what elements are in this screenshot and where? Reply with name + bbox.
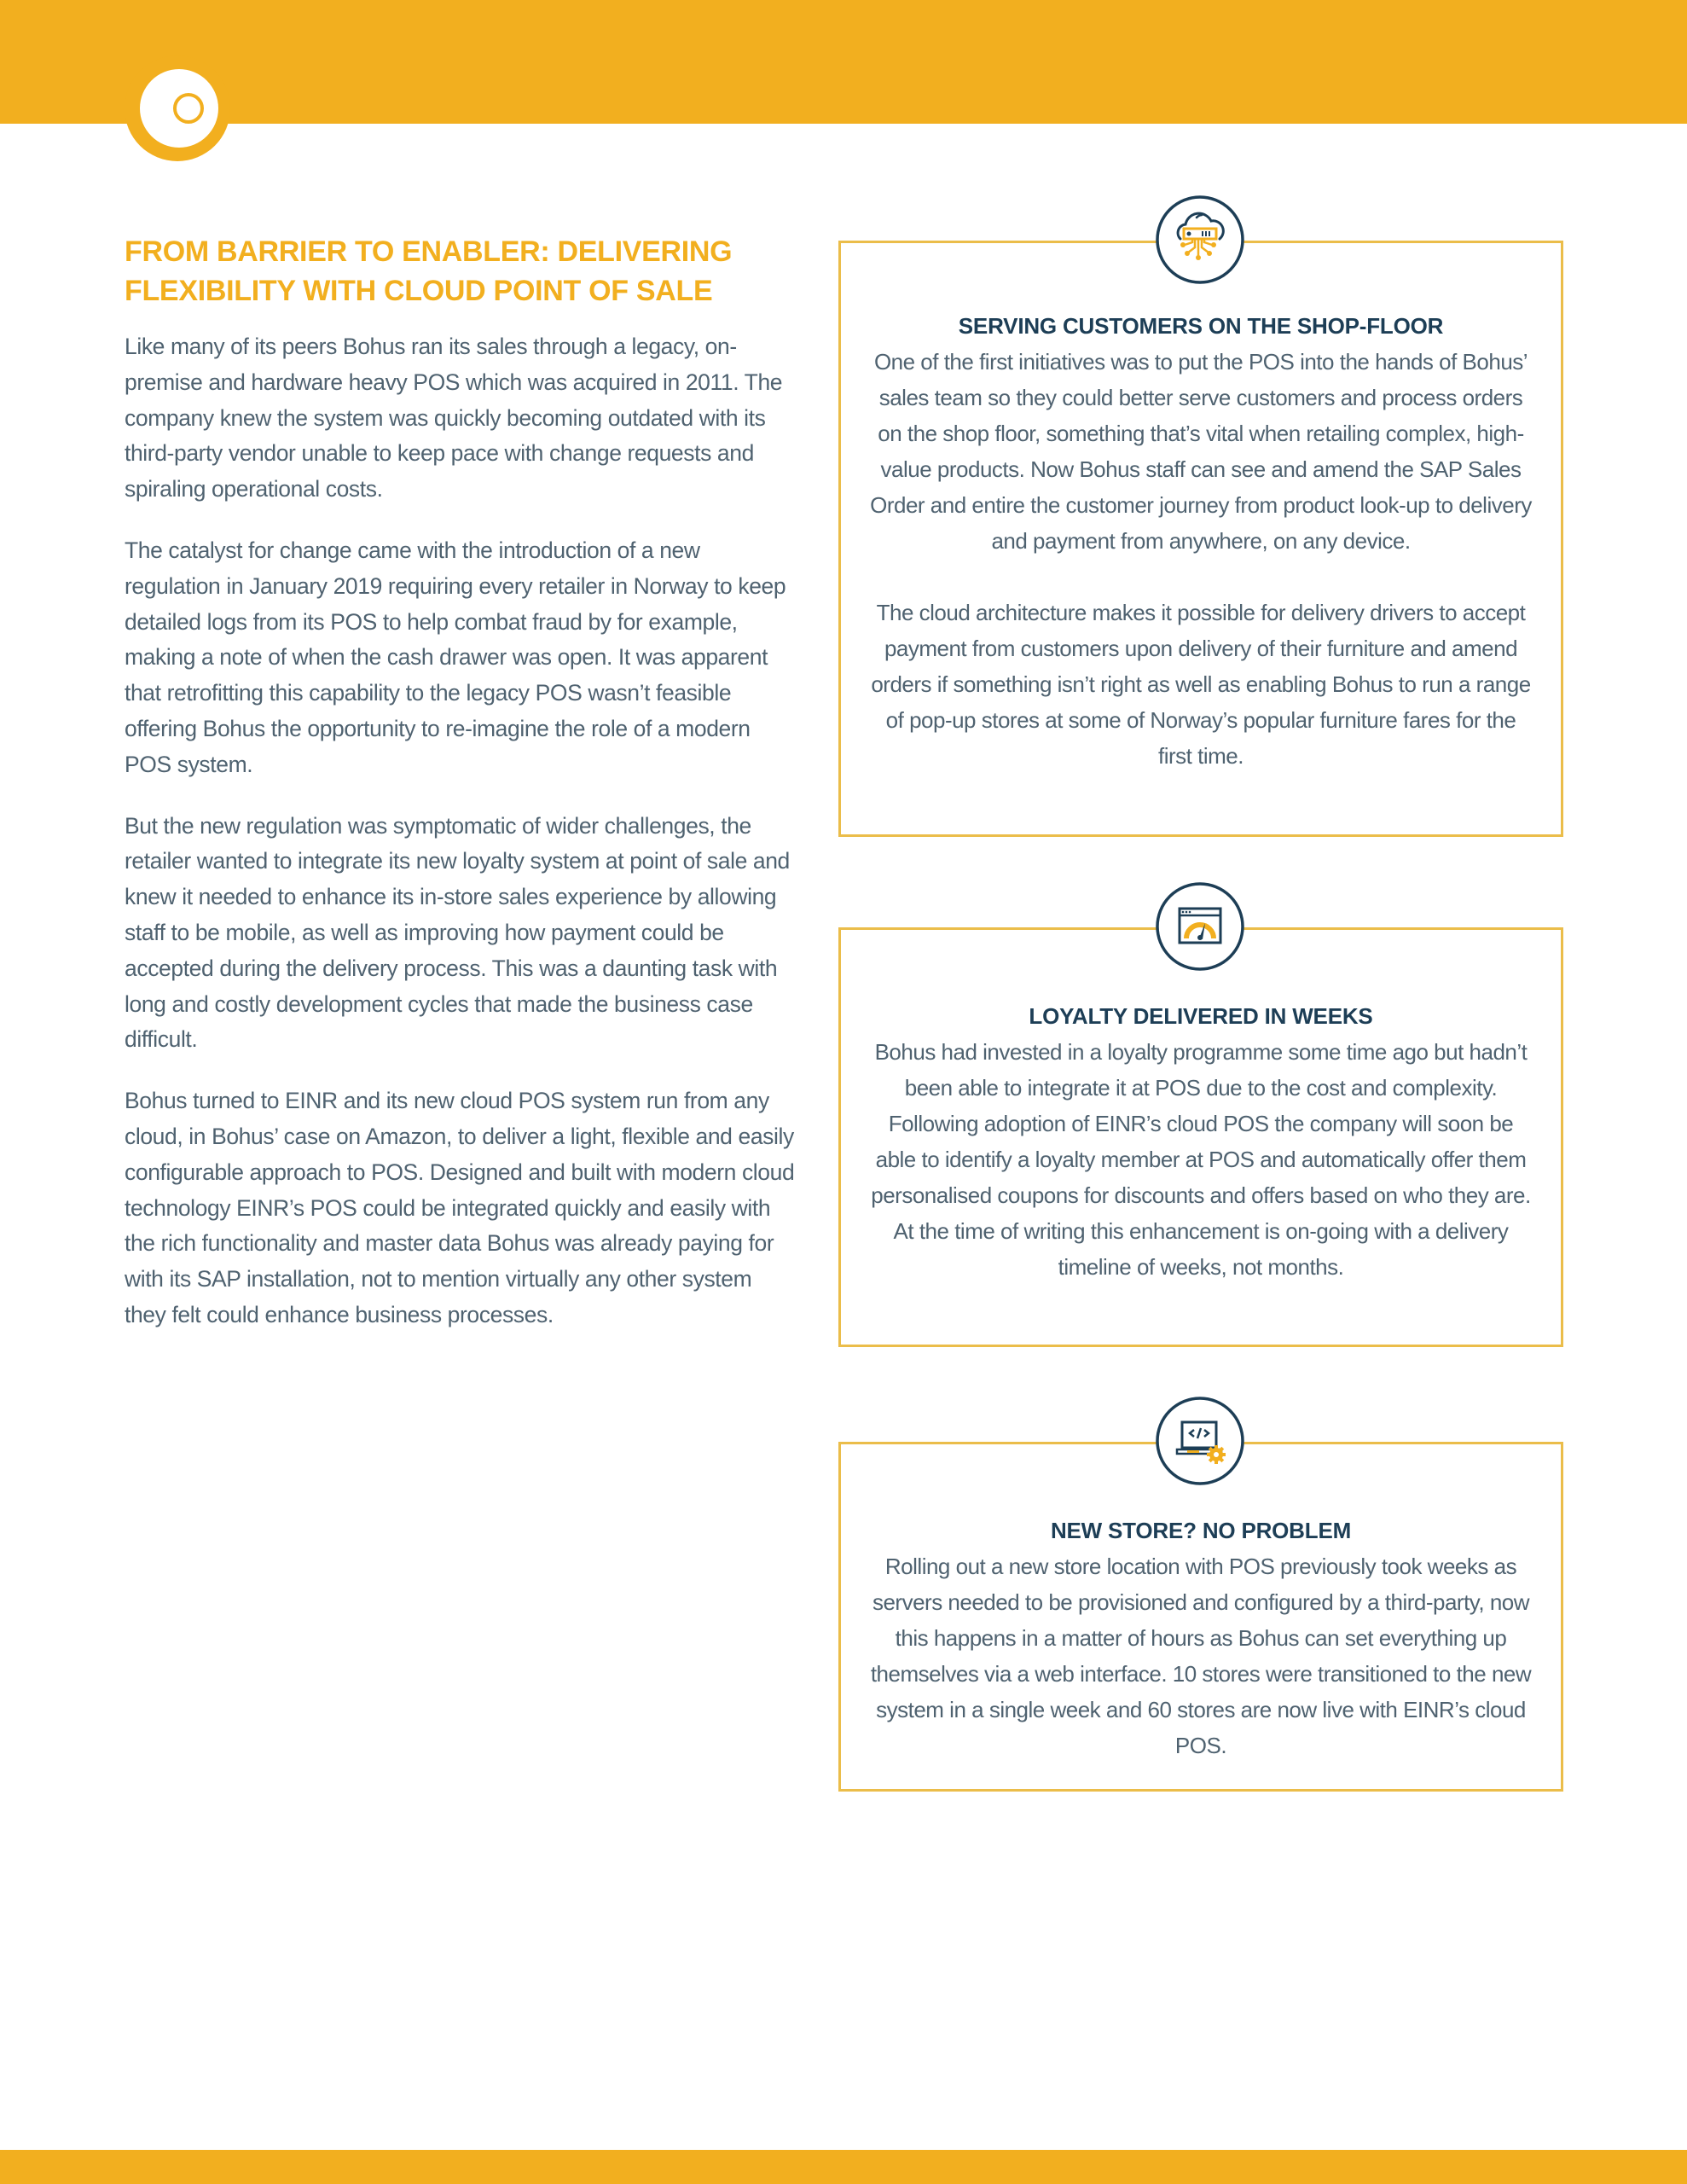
laptop-code-gear-icon (1155, 1396, 1245, 1486)
feature-box-new-store (838, 1442, 1563, 1792)
article-title-line-2: FLEXIBILITY WITH CLOUD POINT OF SALE (125, 275, 713, 307)
speedometer-window-icon (1155, 881, 1245, 972)
feature-box-title: SERVING CUSTOMERS ON THE SHOP-FLOOR (958, 313, 1444, 339)
article-paragraph: The catalyst for change came with the introduction of a new regulation in January 2019 requiring every retailer in Norway to keep detailed logs from its POS to help combat fraud by for example, making a note of when the cash drawer was open. It was apparent that retrofitting this capability to the legacy POS wasn’t feasible offering Bohus the opportunity to re-imagine the role of a modern POS system. (125, 537, 786, 777)
feature-box-loyalty (838, 927, 1563, 1347)
header-band (0, 0, 1687, 124)
article-column (125, 232, 798, 1359)
article-paragraph: But the new regulation was symptomatic of wider challenges, the retailer wanted to integrate its new loyalty system at point of sale and knew it needed to enhance its in-store sales experience by allowing staff to be mobile, as well as improving how payment could be accepted during the delivery process. This was a daunting task with long and costly development cycles that made the business case difficult. (125, 812, 790, 1053)
feature-box-paragraph: The cloud architecture makes it possible for delivery drivers to accept payment from customers upon delivery of their furniture and amend orders if something isn’t right as well as enabling Bohus to run a range of pop-up stores at some of Norway’s popular furniture fares for the first time. (871, 600, 1531, 769)
feature-box-title: LOYALTY DELIVERED IN WEEKS (1029, 1003, 1373, 1029)
feature-box-paragraph: Rolling out a new store location with POS previously took weeks as servers needed to be provisioned and configured by a third-party, now this happens in a matter of hours as Bohus can set everything up themselves via a web interface. 10 stores were transitioned to the new system in a single week and 60 stores are now live with EINR’s cloud POS. (870, 1554, 1532, 1758)
article-paragraph: Bohus turned to EINR and its new cloud POS system run from any cloud, in Bohus’ case on Amazon, to deliver a light, flexible and easily configurable approach to POS. Designed and built with modern cloud technology EINR’s POS could be integrated quickly and easily with the rich functionality and master data Bohus was already paying for with its SAP installation, not to mention virtually any other system they felt could enhance business processes. (125, 1088, 795, 1327)
footer-band (0, 2150, 1687, 2184)
feature-box-shop-floor (838, 241, 1563, 837)
feature-box-paragraph: Bohus had invested in a loyalty programme some time ago but hadn’t been able to integrate it at POS due to the cost and complexity. Following adoption of EINR’s cloud POS the company will soon be able to identify a loyalty member at POS and automatically offer them personalised coupons for discounts and offers based on who they are. At the time of writing this enhancement is on-going with a delivery timeline of weeks, not months. (871, 1039, 1531, 1280)
ring-logo-icon (125, 55, 230, 161)
cloud-server-icon (1155, 195, 1245, 285)
feature-box-paragraph: One of the first initiatives was to put the POS into the hands of Bohus’ sales team so they could better serve customers and process orders on the shop floor, something that’s vital when retailing complex, high-value products. Now Bohus staff can see and amend the SAP Sales Order and entire the customer journey from product look-up to delivery and payment from anywhere, on any device. (870, 349, 1532, 554)
article-paragraph: Like many of its peers Bohus ran its sales through a legacy, on-premise and hardware heavy POS which was acquired in 2011. The company knew the system was quickly becoming outdated with its third-party vendor unable to keep pace with change requests and spiraling operational costs. (125, 334, 783, 502)
article-title (125, 232, 798, 311)
feature-box-title: NEW STORE? NO PROBLEM (1050, 1518, 1352, 1543)
article-title-line-1: FROM BARRIER TO ENABLER: DELIVERING (125, 235, 733, 268)
